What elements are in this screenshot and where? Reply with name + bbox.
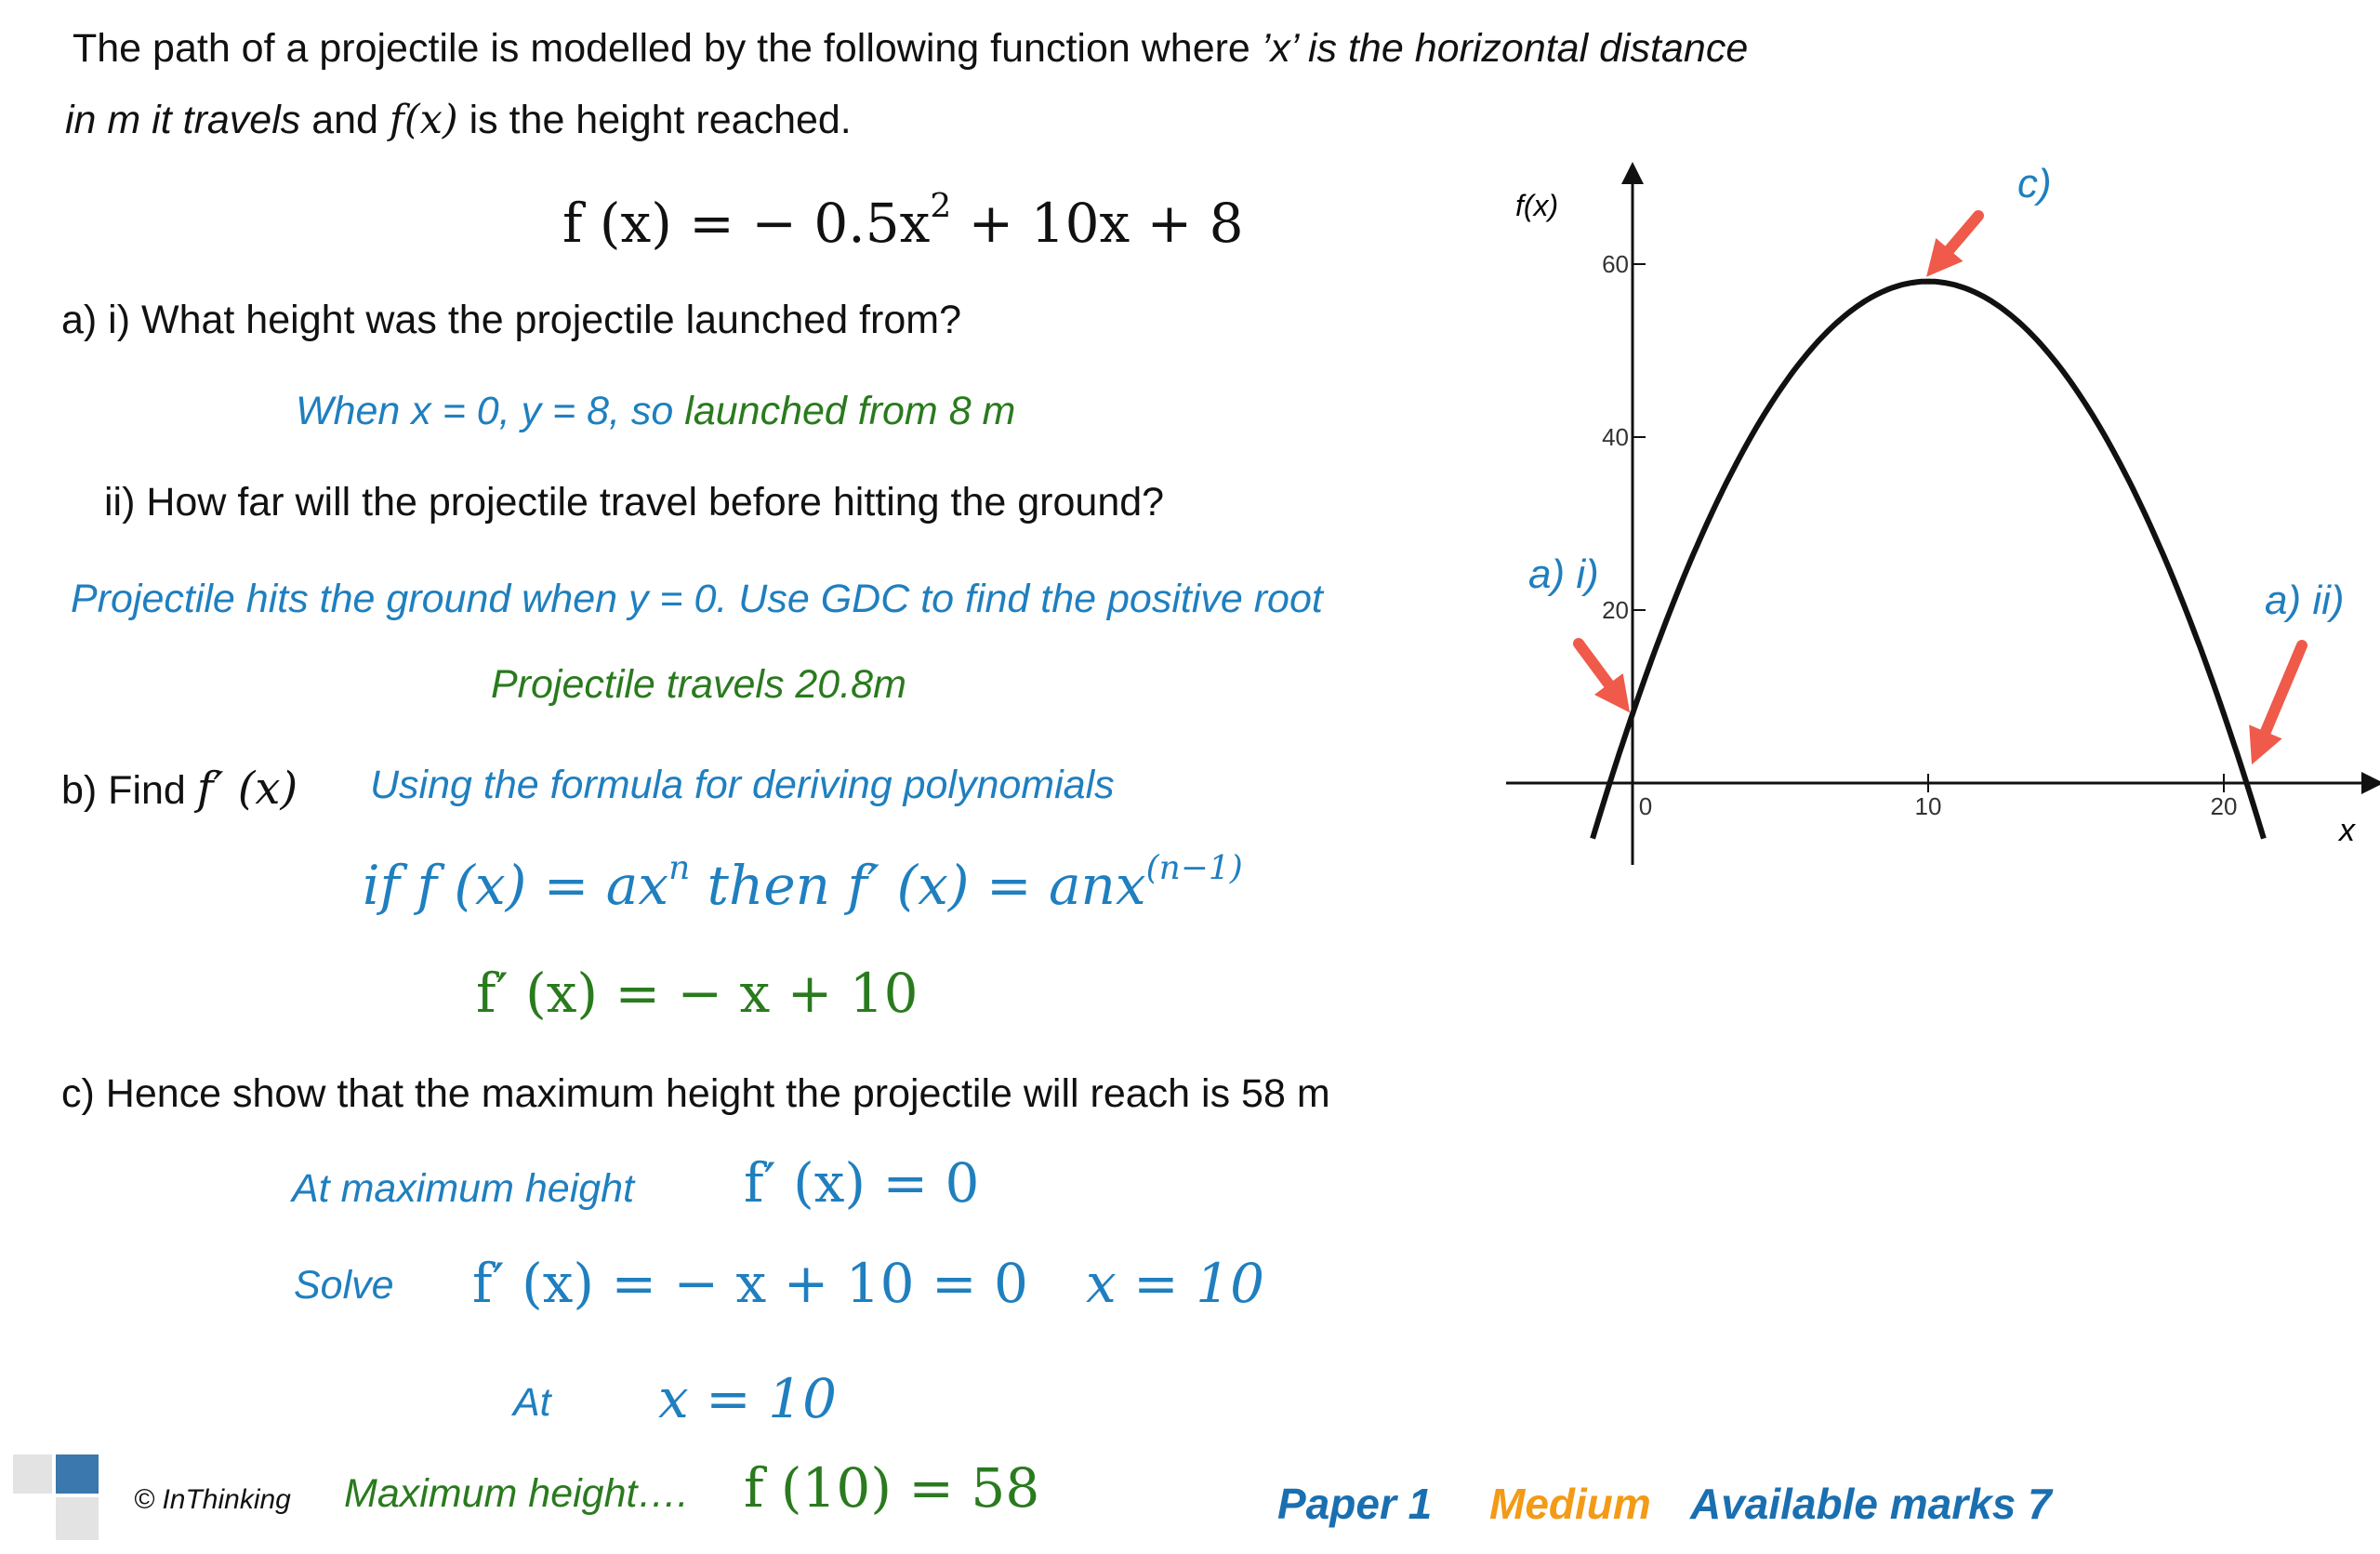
- question-a-i: a) i) What height was the projectile launched from?: [61, 298, 961, 342]
- arrow-a-i-icon: [1579, 644, 1621, 701]
- rule-part-1: if f (x) = ax: [363, 854, 669, 917]
- parabola-curve: [1593, 282, 2264, 839]
- annotation-a-ii: a) ii): [2265, 578, 2345, 623]
- arrow-c-icon: [1936, 216, 1978, 266]
- rule-exponent-1: n: [668, 849, 691, 888]
- y-tick-label-40: 40: [1602, 423, 1629, 451]
- y-tick-label-20: 20: [1602, 596, 1629, 624]
- function-lhs: f (x) = − 0.5x: [562, 192, 931, 255]
- derivative-result: f′ (x) = − x + 10: [476, 962, 919, 1025]
- function-rhs: + 10x + 8: [951, 192, 1244, 255]
- function-exponent: 2: [930, 187, 952, 226]
- difficulty-label: Medium: [1489, 1480, 1651, 1528]
- intro-text-2: and: [300, 98, 390, 142]
- c-line1-text: At maximum height: [292, 1166, 635, 1211]
- x-tick-label-20: 20: [2210, 792, 2238, 820]
- x-axis-label: x: [2339, 813, 2355, 848]
- answer-a-i-blue: When x = 0, y = 8, so: [296, 389, 685, 433]
- intro-italic-text-2: in m it travels: [65, 98, 301, 142]
- answer-a-ii-method: Projectile hits the ground when y = 0. Use GDC to find the positive root: [71, 577, 1323, 621]
- paper-label: Paper 1: [1277, 1480, 1433, 1528]
- question-b-math: f′ (x): [196, 763, 298, 815]
- rule-part-2: then f′ (x) = anx: [690, 854, 1146, 917]
- intro-text: The path of a projectile is modelled by the following function where: [73, 26, 1262, 71]
- x-tick-label-10: 10: [1914, 792, 1942, 820]
- arrow-a-ii-icon: [2257, 645, 2302, 751]
- c-line2-text: Solve: [294, 1263, 394, 1308]
- y-axis-label: f(x): [1515, 189, 1559, 222]
- question-b-label: b) Find: [61, 768, 197, 813]
- c-line2-math: f′ (x) = − x + 10 = 0: [472, 1252, 1028, 1315]
- c-line4-math: f (10) = 58: [744, 1456, 1040, 1520]
- c-line4-text: Maximum height….: [344, 1471, 689, 1516]
- question-c: c) Hence show that the maximum height the projectile will reach is 58 m: [61, 1071, 1330, 1116]
- intro-italic-text: ’x’ is the horizontal distance: [1261, 26, 1749, 71]
- annotation-a-i: a) i): [1528, 551, 1599, 597]
- answer-a-ii-result: Projectile travels 20.8m: [491, 662, 906, 707]
- c-line3-text: At: [513, 1380, 551, 1425]
- intro-fx: f(x): [389, 97, 458, 143]
- intro-text-3: is the height reached.: [457, 98, 852, 142]
- y-tick-label-60: 60: [1602, 250, 1629, 278]
- question-a-ii: ii) How far will the projectile travel before hitting the ground?: [104, 480, 1165, 525]
- x-tick-label-0: 0: [1638, 792, 1653, 820]
- annotation-c: c): [2017, 161, 2052, 206]
- c-line2-result: x = 10: [1086, 1252, 1264, 1315]
- c-line1-math: f′ (x) = 0: [744, 1151, 980, 1215]
- rule-exponent-2: (n−1): [1145, 849, 1243, 888]
- copyright: © InThinking: [134, 1484, 291, 1515]
- marks-label: Available marks 7: [1690, 1480, 2052, 1528]
- part-b-hint: Using the formula for deriving polynomials: [370, 763, 1115, 807]
- c-line3-math: x = 10: [658, 1367, 837, 1430]
- answer-a-i-green: launched from 8 m: [684, 389, 1016, 433]
